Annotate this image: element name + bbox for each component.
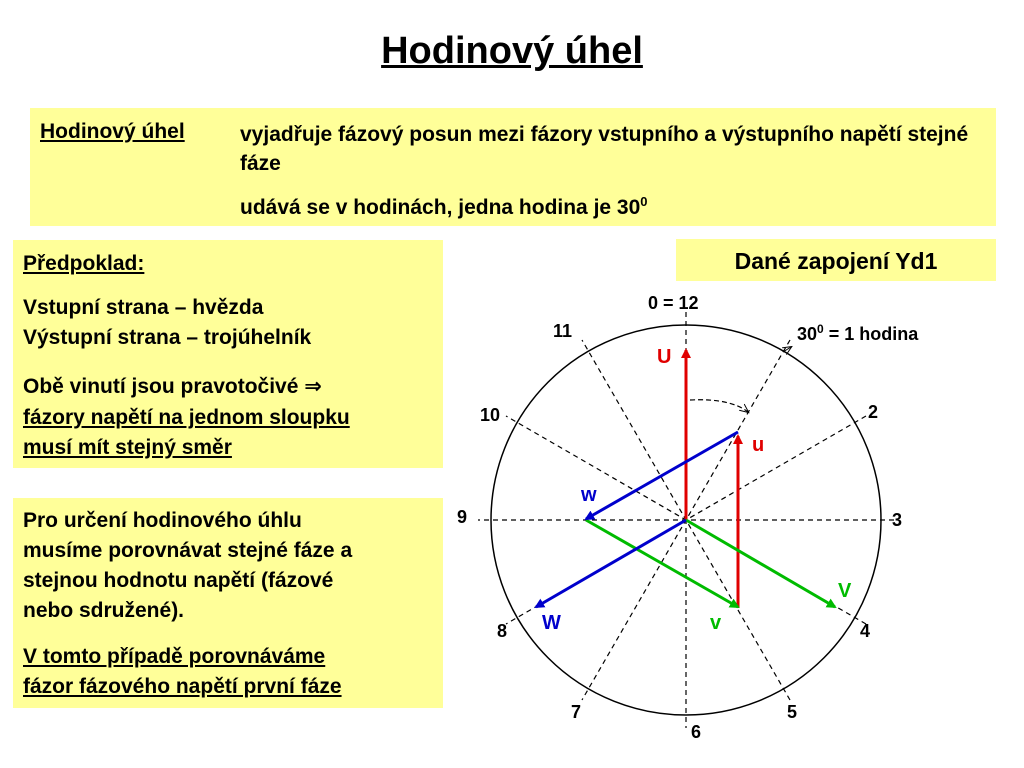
implies-symbol: ⇒ — [304, 375, 322, 398]
page-title: Hodinový úhel — [381, 30, 643, 72]
hour-label-8: 8 — [497, 621, 508, 641]
procedure-line-6: fázor fázového napětí první fáze — [23, 675, 342, 698]
hour-label-7: 7 — [571, 702, 582, 722]
phasor-U-label: U — [657, 346, 672, 368]
hour-label-3: 3 — [892, 510, 903, 530]
hour-note-prefix: 30 — [797, 324, 818, 344]
phasor-V-arrow — [686, 520, 835, 607]
assumption-line-4: fázory napětí na jednom sloupku — [23, 406, 350, 429]
hour-note — [797, 322, 919, 344]
hour-note-suffix: = 1 hodina — [823, 324, 919, 344]
phasor-W-label: W — [542, 612, 561, 634]
phasor-V-label: V — [838, 580, 852, 602]
procedure-line-1: Pro určení hodinového úhlu — [23, 509, 302, 532]
hour-label-9: 9 — [457, 507, 468, 527]
assumption-line-5: musí mít stejný směr — [23, 436, 232, 459]
hour-label-4: 4 — [860, 621, 871, 641]
procedure-line-5: V tomto případě porovnáváme — [23, 645, 326, 668]
assumption-line-2: Výstupní strana – trojúhelník — [23, 326, 312, 349]
phasor-u-label: u — [752, 434, 765, 456]
phasor-w-label: w — [581, 484, 597, 506]
hour-label-10: 10 — [480, 405, 501, 425]
definition-term: Hodinový úhel — [40, 120, 185, 143]
definition-line-1: vyjadřuje fázový posun mezi fázory vstupního a výstupního napětí stejné fáze — [240, 123, 969, 175]
assumption-line-3-text: Obě vinutí jsou pravotočivé — [23, 375, 305, 398]
assumption-line-1: Vstupní strana – hvězda — [23, 296, 264, 319]
phasor-v-label: v — [710, 612, 722, 634]
procedure-line-3: stejnou hodnotu napětí (fázové — [23, 569, 334, 592]
hour-label-11: 11 — [553, 321, 573, 341]
phase-shift-arc — [690, 400, 748, 412]
hour-label-6: 6 — [691, 722, 702, 742]
connection-label: Dané zapojení Yd1 — [676, 239, 996, 281]
procedure-line-4: nebo sdružené). — [23, 599, 185, 622]
definition-line-2-text: udává se v hodinách, jedna hodina je 30 — [240, 196, 641, 219]
definition-degree-sup: 0 — [640, 194, 648, 209]
hour-label-12: 0 = 12 — [648, 293, 699, 313]
hour-note-sup: 0 — [817, 322, 824, 336]
hour-label-2: 2 — [868, 402, 879, 422]
procedure-line-2: musíme porovnávat stejné fáze a — [23, 539, 353, 562]
assumption-heading: Předpoklad: — [23, 252, 145, 275]
hour-label-5: 5 — [787, 702, 798, 722]
